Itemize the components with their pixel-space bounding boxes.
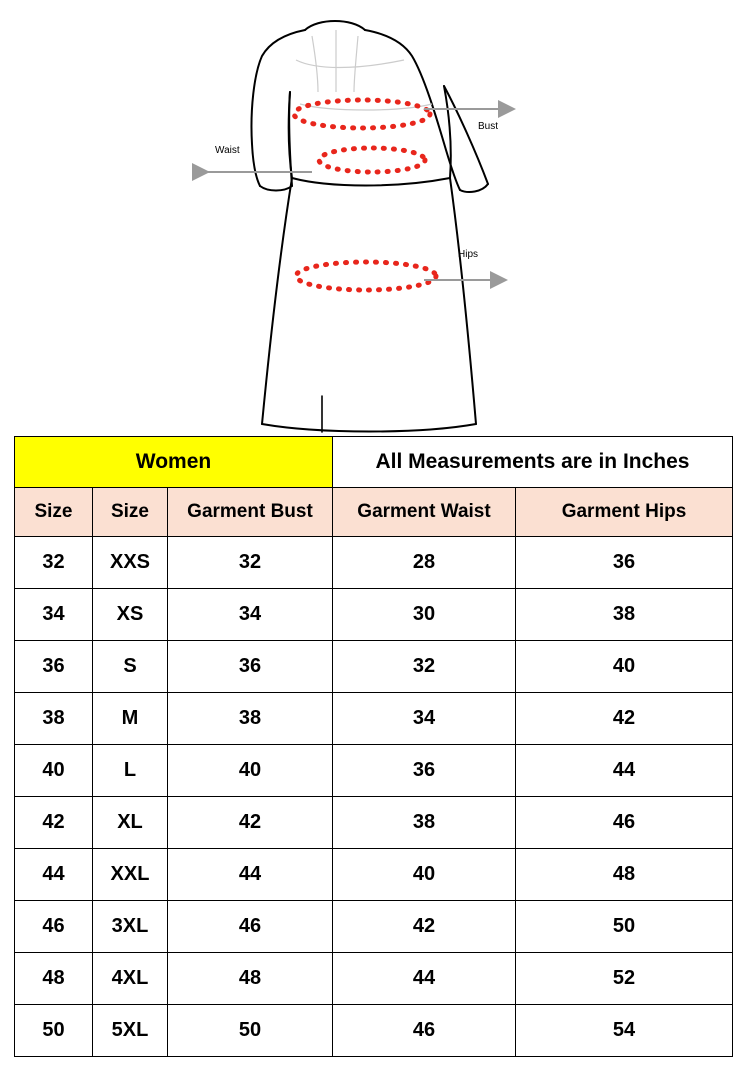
- table-cell: S: [93, 641, 168, 693]
- header-cell-size-numeric: Size: [15, 488, 93, 537]
- table-row: [15, 797, 733, 849]
- table-cell: 44: [168, 849, 333, 901]
- table-title-row: [15, 437, 733, 488]
- table-cell: 32: [333, 641, 516, 693]
- table-cell: 40: [333, 849, 516, 901]
- table-cell: 52: [516, 953, 733, 1005]
- table-cell: 32: [15, 537, 93, 589]
- table-cell: 38: [516, 589, 733, 641]
- table-cell: XXS: [93, 537, 168, 589]
- table-cell: 42: [168, 797, 333, 849]
- table-cell: 50: [15, 1005, 93, 1057]
- table-cell: 36: [516, 537, 733, 589]
- table-cell: L: [93, 745, 168, 797]
- figure-shading: [296, 30, 432, 110]
- table-row: [15, 901, 733, 953]
- header-cell-garment-bust: Garment Bust: [168, 488, 333, 537]
- table-cell: 28: [333, 537, 516, 589]
- table-row: [15, 849, 733, 901]
- measurement-diagram: [0, 0, 746, 436]
- table-cell: XL: [93, 797, 168, 849]
- table-cell: 40: [516, 641, 733, 693]
- table-cell: 42: [15, 797, 93, 849]
- table-cell: 40: [168, 745, 333, 797]
- bust-label: Bust: [478, 121, 499, 132]
- table-cell: 36: [15, 641, 93, 693]
- table-cell: 34: [15, 589, 93, 641]
- size-chart-container: [0, 436, 746, 1057]
- table-row: [15, 589, 733, 641]
- header-cell-garment-waist: Garment Waist: [333, 488, 516, 537]
- table-cell: 3XL: [93, 901, 168, 953]
- table-header-row: [15, 488, 733, 537]
- table-cell: 40: [15, 745, 93, 797]
- dress-outline: [251, 21, 488, 432]
- table-cell: 48: [516, 849, 733, 901]
- table-cell: M: [93, 693, 168, 745]
- table-cell: 42: [516, 693, 733, 745]
- table-cell: 44: [333, 953, 516, 1005]
- waist-label: Waist: [215, 145, 240, 156]
- table-cell: 38: [15, 693, 93, 745]
- dress-figure-svg: [0, 0, 746, 436]
- table-cell: XXL: [93, 849, 168, 901]
- table-row: [15, 693, 733, 745]
- table-row: [15, 953, 733, 1005]
- title-measurements-cell: All Measurements are in Inches: [333, 437, 733, 488]
- table-cell: 54: [516, 1005, 733, 1057]
- table-cell: 5XL: [93, 1005, 168, 1057]
- table-cell: 38: [333, 797, 516, 849]
- waist-marker-ellipse: [319, 148, 425, 172]
- table-cell: 48: [168, 953, 333, 1005]
- table-cell: 32: [168, 537, 333, 589]
- table-cell: 46: [168, 901, 333, 953]
- hips-marker-ellipse: [296, 262, 436, 290]
- table-cell: 4XL: [93, 953, 168, 1005]
- table-cell: 46: [333, 1005, 516, 1057]
- table-cell: 34: [333, 693, 516, 745]
- table-row: [15, 537, 733, 589]
- size-chart-table: [14, 436, 733, 1057]
- table-cell: 36: [333, 745, 516, 797]
- table-cell: 36: [168, 641, 333, 693]
- table-cell: 50: [516, 901, 733, 953]
- table-cell: 42: [333, 901, 516, 953]
- table-row: [15, 641, 733, 693]
- title-women-cell: Women: [15, 437, 333, 488]
- table-cell: 44: [15, 849, 93, 901]
- table-cell: 30: [333, 589, 516, 641]
- header-cell-size-alpha: Size: [93, 488, 168, 537]
- hips-label: Hips: [458, 249, 479, 260]
- table-cell: 44: [516, 745, 733, 797]
- table-row: [15, 745, 733, 797]
- table-cell: 38: [168, 693, 333, 745]
- table-cell: XS: [93, 589, 168, 641]
- bust-marker-ellipse: [294, 100, 430, 128]
- table-cell: 46: [15, 901, 93, 953]
- header-cell-garment-hips: Garment Hips: [516, 488, 733, 537]
- table-cell: 48: [15, 953, 93, 1005]
- table-cell: 50: [168, 1005, 333, 1057]
- table-cell: 46: [516, 797, 733, 849]
- table-row: [15, 1005, 733, 1057]
- table-cell: 34: [168, 589, 333, 641]
